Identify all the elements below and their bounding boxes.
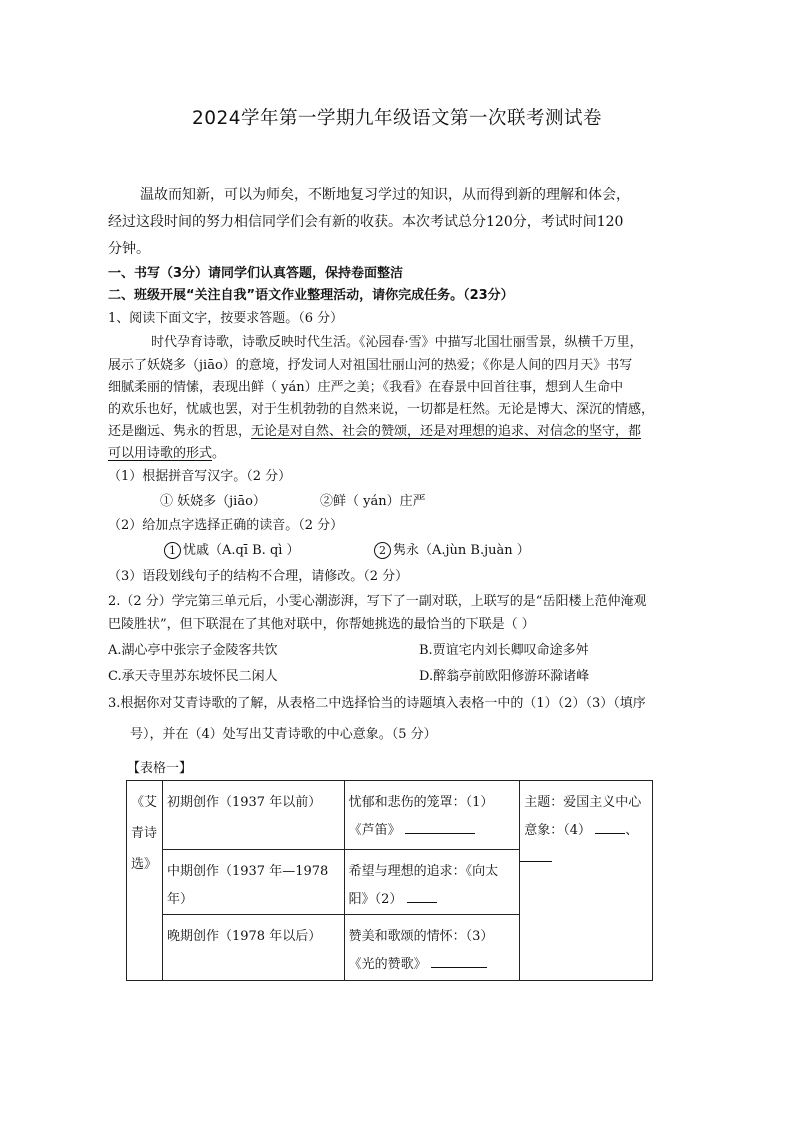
desc-late: 赞美和歌颂的情怀：（3） 《光的赞歌》 [344,915,520,981]
question-2-line-1: 2.（2 分）学完第三单元后，小雯心潮澎湃，写下了一副对联，上联写的是“岳阳楼上范仲淹观 [108,594,647,609]
passage-line-4: 的欢乐也好，忧戚也罢，对于生机勃勃的自然来说，一切都是枉然。无论是博大、深沉的情感， [108,402,655,417]
answer-blank-1[interactable] [405,820,475,834]
period-early: 初期创作（1937 年以前） [162,781,344,850]
section-2-heading: 二、班级开展“关注自我”语文作业整理活动，请你完成任务。（23分） [108,288,514,303]
circled-number-1: 1 [164,542,181,559]
image-text: 意象：（4） [524,823,592,838]
answer-blank-4a[interactable] [595,820,625,834]
period-late: 晚期创作（1978 年以后） [162,915,344,981]
desc-middle: 希望与理想的追求：《向太 阳》（2） [344,850,520,915]
period-middle: 中期创作（1937 年—1978 年） [162,850,344,915]
option-d: D.醉翁亭前欧阳修游环滁诸峰 [419,669,590,684]
theme-cell: 主题：爱国主义中心 意象：（4） 、 [520,781,653,981]
question-3-line-2: 号），并在（4）处写出艾青诗歌的中心意象。（5 分） [130,727,437,742]
passage-underlined-sentence: 无论是对自然、社会的赞颂，还是对理想的追求、对信念的坚守，都 [251,424,642,439]
answer-blank-4b[interactable] [520,848,552,862]
passage-line-2: 展示了妖娆多（jiāo）的意境，抒发词人对祖国壮丽山河的热爱；《你是人间的四月天》书写 [108,358,633,373]
intro-line-3: 分钟。 [108,241,150,257]
theme-text: 主题：爱国主义中心 [524,795,642,810]
subquestion-1-a: ① 妖娆多（jiāo） [160,494,266,509]
answer-blank-3[interactable] [431,954,487,968]
passage-line-6 [108,442,225,461]
desc-early: 忧郁和悲伤的笼罩：（1） 《芦笛》 [344,781,520,850]
question-3-line-1: 3.根据你对艾青诗歌的了解，从表格二中选择恰当的诗题填入表格一中的（1）（2）（3）（填序 [108,696,646,711]
page-title: 2024学年第一学期九年级语文第一次联考测试卷 [191,108,603,129]
option-c: C.承天寺里苏东坡怀民二闲人 [108,669,278,684]
subquestion-1: （1）根据拼音写汉字。（2 分） [108,469,292,484]
poem-lu-di: 《芦笛》 [348,823,401,838]
option-a: A.湖心亭中张宗子金陵客共饮 [108,643,278,658]
passage-underlined-end: 可以用诗歌的形式 [108,446,213,461]
poem-xiang-tai-yang: 阳》（2） [348,892,403,907]
subquestion-1-b: ②鲜（ yán）庄严 [320,494,426,509]
option-b: B.贾谊宅内刘长卿叹命途多舛 [419,643,589,658]
passage-line-3: 细腻柔丽的情愫，表现出鲜（ yán）庄严之美；《我看》在春景中回首往事，想到人生命中 [108,380,624,395]
circled-number-2: 2 [374,542,391,559]
book-title: 《艾青诗选》 [131,795,158,872]
subquestion-2-a-text: 忧戚（A.qī B. qì ） [183,543,300,558]
intro-line-2: 经过这段时间的努力相信同学们会有新的收获。本次考试总分120分，考试时间120 [108,214,624,230]
subquestion-2-b-text: 隽永（A.jùn B.juàn ） [393,543,530,558]
passage-period: 。 [212,446,226,461]
intro-line-1: 温故而知新，可以为师矣，不断地复习学过的知识，从而得到新的理解和体会， [140,187,630,203]
passage-line-1: 时代孕育诗歌，诗歌反映时代生活。《沁园春·雪》中描写北国壮丽雪景，纵横千万里， [151,335,643,350]
section-1-heading: 一、书写（3分）请同学们认真答题，保持卷面整洁 [108,266,404,281]
answer-blank-2[interactable] [407,889,437,903]
subquestion-3: （3）语段划线句子的结构不合理，请修改。（2 分） [108,569,409,584]
passage-line-5 [108,420,641,439]
question-1-heading: 1、阅读下面文字，按要求答题。（6 分） [108,311,344,326]
subquestion-2-b [374,539,530,559]
poetry-table [126,780,653,981]
subquestion-2: （2）给加点字选择正确的读音。（2 分） [108,518,344,533]
book-title-cell [127,781,163,981]
passage-line-5-plain: 还是幽远、隽永的哲思， [108,424,252,439]
poem-guang-de-zan-ge: 《光的赞歌》 [348,957,427,972]
subquestion-2-a [164,539,300,559]
table-label: 【表格一】 [127,761,193,776]
question-2-line-2: 巴陵胜状”，但下联混在了其他对联中，你帮她挑选的最恰当的下联是（ ） [108,617,535,632]
